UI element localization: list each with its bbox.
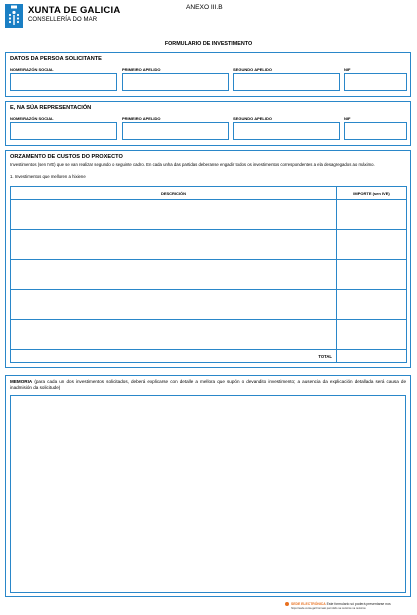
applicant-surname2-label: SEGUNDO APELIDO [233,67,272,72]
description-header: DESCRICIÓN [10,186,337,200]
xunta-flag-logo [5,4,23,28]
applicant-nif-label: NIF [344,67,351,72]
representative-name-field[interactable] [10,122,117,140]
sede-url[interactable]: https://sede.xunta.gal [291,607,316,610]
table-row-amount[interactable] [336,229,407,260]
representative-surname2-field[interactable] [233,122,340,140]
applicant-surname2-field[interactable] [233,73,340,91]
total-amount-field[interactable] [336,349,407,363]
budget-subsection: 1. Investimentos que melloren a hixiene [10,174,86,179]
table-row-description[interactable] [10,199,337,230]
applicant-title: DATOS DA PERSOA SOLICITANTE [10,56,102,62]
applicant-section [5,52,411,97]
table-row-description[interactable] [10,289,337,320]
representative-surname2-label: SEGUNDO APELIDO [233,116,272,121]
representative-nif-field[interactable] [344,122,407,140]
table-row-amount[interactable] [336,289,407,320]
applicant-nif-field[interactable] [344,73,407,91]
table-row-description[interactable] [10,229,337,260]
representative-section [5,101,411,146]
representative-title: E, NA SÚA REPRESENTACIÓN [10,105,92,111]
representative-surname1-field[interactable] [122,122,229,140]
applicant-name-label: NOME/RAZÓN SOCIAL [10,67,54,72]
applicant-surname1-label: PRIMEIRO APELIDO [122,67,161,72]
department-name: CONSELLERÍA DO MAR [28,17,98,23]
table-row-description[interactable] [10,319,337,350]
sede-icon [285,602,289,606]
sede-line-2 [291,607,366,610]
table-row-amount[interactable] [336,199,407,230]
representative-name-label: NOME/RAZÓN SOCIAL [10,116,54,121]
memoria-heading [10,379,406,391]
memoria-textarea[interactable] [10,395,406,593]
table-row-description[interactable] [10,259,337,290]
total-label-cell [10,349,337,363]
memoria-section [5,375,411,597]
amount-header: IMPORTE (sen IVE) [336,186,407,200]
table-row-amount[interactable] [336,319,407,350]
sede-line [291,602,391,606]
sede-note: Este formulario só poderá presentarse nos [326,602,391,606]
applicant-name-field[interactable] [10,73,117,91]
table-row-amount[interactable] [336,259,407,290]
memoria-title: MEMORIA [10,379,33,384]
form-title: FORMULARIO DE INVESTIMENTO [164,41,253,47]
total-label: TOTAL [318,354,332,359]
sede-note-2: Formato permitido na rexistros na rexistros [316,607,366,610]
brand-name: XUNTA DE GALICIA [28,5,121,16]
annex-label: ANEXO III.B [186,4,223,11]
budget-section [5,150,411,368]
budget-title: ORZAMENTO DE CUSTOS DO PROXECTO [10,154,123,160]
sede-label: SEDE ELECTRÓNICA [291,602,326,606]
representative-surname1-label: PRIMEIRO APELIDO [122,116,161,121]
applicant-surname1-field[interactable] [122,73,229,91]
budget-instructions: Investimentos (sen IVE) que se van realizar segundo o seguinte cadro. En cada unha das partidas deberanse engadir todos os investimentos correspondentes a ela desagregados ao máximo. [10,162,375,167]
representative-nif-label: NIF [344,116,351,121]
memoria-instructions: (para cada un dos investimentos solicitados, deberá explicarse con detalle a mellora que supón o devandito investimento; a ausencia da explicación detallada será causa de inadmisión da solicitude) [10,379,407,390]
